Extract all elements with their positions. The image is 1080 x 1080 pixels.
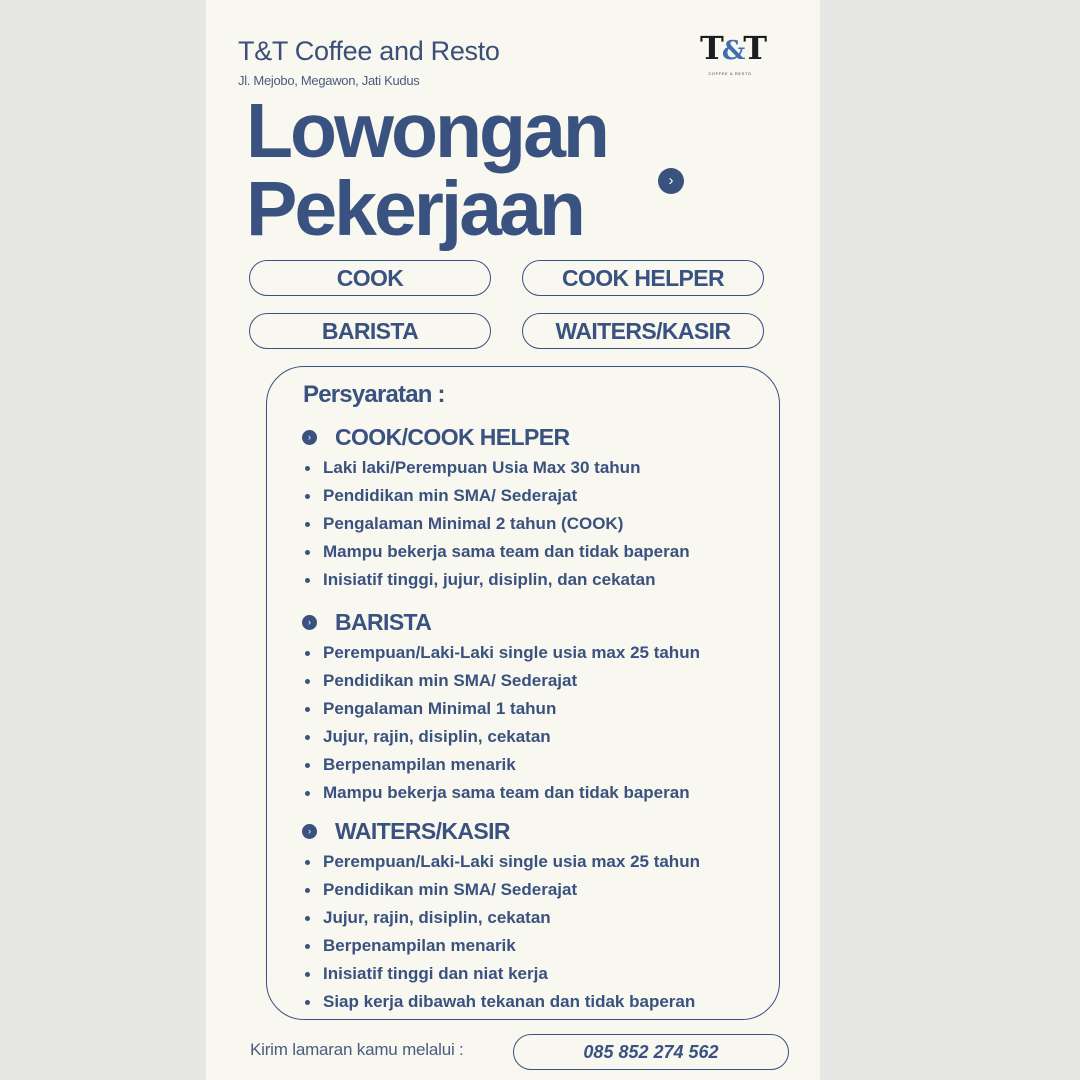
section-bullet-icon: › — [302, 824, 317, 839]
logo-mark: T&T — [700, 29, 766, 67]
section-title: COOK/COOK HELPER — [335, 423, 570, 450]
title-line-2: Pekerjaan — [246, 166, 583, 252]
position-pill-waiters-kasir: WAITERS/KASIR — [522, 313, 764, 349]
business-address: Jl. Mejobo, Megawon, Jati Kudus — [238, 73, 420, 88]
list-item: Inisiatif tinggi dan niat kerja — [302, 960, 772, 988]
contact-phone[interactable]: 085 852 274 562 — [513, 1034, 789, 1070]
contact-label: Kirim lamaran kamu melalui : — [250, 1040, 464, 1059]
job-poster — [206, 0, 820, 1080]
requirement-section-barista — [302, 605, 772, 807]
section-bullet-icon: › — [302, 430, 317, 445]
logo-subtext: COFFEE & RESTO — [708, 71, 752, 76]
list-item: Laki laki/Perempuan Usia Max 30 tahun — [302, 454, 772, 482]
position-pill-cook-helper: COOK HELPER — [522, 260, 764, 296]
list-item: Perempuan/Laki-Laki single usia max 25 tahun — [302, 848, 772, 876]
list-item: Inisiatif tinggi, jujur, disiplin, dan cekatan — [302, 566, 772, 594]
list-item: Pendidikan min SMA/ Sederajat — [302, 482, 772, 510]
position-pill-cook: COOK — [249, 260, 491, 296]
section-bullet-icon: › — [302, 615, 317, 630]
list-item: Pendidikan min SMA/ Sederajat — [302, 876, 772, 904]
list-item: Mampu bekerja sama team dan tidak baperan — [302, 779, 772, 807]
business-name: T&T Coffee and Resto — [238, 36, 500, 66]
brand-logo — [700, 29, 766, 78]
list-item: Mampu bekerja sama team dan tidak baperan — [302, 538, 772, 566]
list-item: Berpenampilan menarik — [302, 932, 772, 960]
title-line-1: Lowongan — [246, 88, 607, 174]
requirements-box — [266, 366, 780, 1020]
list-item: Perempuan/Laki-Laki single usia max 25 tahun — [302, 639, 772, 667]
list-item: Pengalaman Minimal 2 tahun (COOK) — [302, 510, 772, 538]
list-item: Siap kerja dibawah tekanan dan tidak baperan — [302, 988, 772, 1016]
requirement-section-waiters-kasir — [302, 814, 772, 1016]
requirements-heading: Persyaratan : — [303, 381, 445, 408]
list-item: Jujur, rajin, disiplin, cekatan — [302, 904, 772, 932]
section-title: BARISTA — [335, 608, 432, 635]
poster-title — [246, 88, 607, 252]
requirement-section-cook — [302, 420, 772, 594]
list-item: Jujur, rajin, disiplin, cekatan — [302, 723, 772, 751]
list-item: Pendidikan min SMA/ Sederajat — [302, 667, 772, 695]
list-item: Pengalaman Minimal 1 tahun — [302, 695, 772, 723]
chevron-right-icon[interactable]: › — [658, 168, 684, 194]
section-title: WAITERS/KASIR — [335, 817, 510, 844]
list-item: Berpenampilan menarik — [302, 751, 772, 779]
position-pill-barista: BARISTA — [249, 313, 491, 349]
